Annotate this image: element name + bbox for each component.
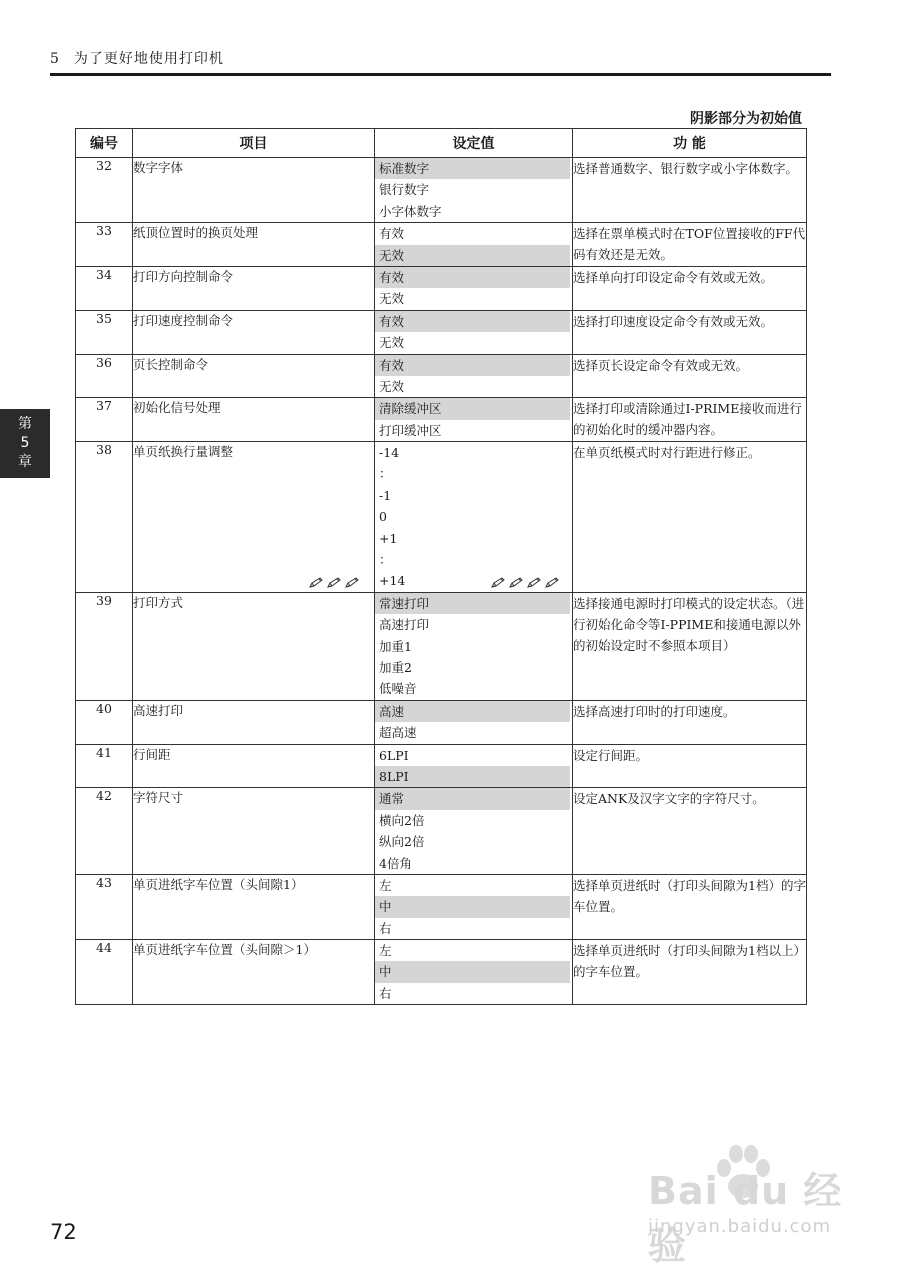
- setting-item-cell: [133, 744, 375, 788]
- setting-value: -14: [379, 445, 400, 461]
- default-value: 无效: [375, 245, 570, 266]
- setting-function: 选择普通数字、银行数字或小字体数字。: [573, 158, 807, 223]
- default-value: 标准数字: [375, 158, 570, 179]
- setting-function: 选择高速打印时的打印速度。: [573, 700, 807, 744]
- pencil-icon: [526, 577, 542, 589]
- setting-values-cell: [375, 310, 573, 354]
- setting-value: 0: [379, 509, 387, 525]
- setting-value: 横向2倍: [379, 812, 425, 828]
- setting-value: ：: [379, 552, 392, 568]
- setting-item: 打印方式: [133, 594, 184, 610]
- setting-values-cell: [375, 874, 573, 939]
- setting-item-cell: [133, 398, 375, 442]
- setting-number: 39: [76, 592, 133, 700]
- setting-value: 有效: [379, 226, 405, 242]
- setting-item-cell: [133, 592, 375, 700]
- setting-values-cell: [375, 592, 573, 700]
- pencil-icon: [344, 577, 360, 589]
- setting-item: 页长控制命令: [133, 356, 209, 372]
- table-row: [76, 310, 807, 354]
- setting-value: 无效: [379, 335, 405, 351]
- setting-item: 行间距: [133, 746, 171, 762]
- setting-function: 选择单页进纸时（打印头间隙为1档以上）的字车位置。: [573, 940, 807, 1005]
- page-number: 72: [50, 1220, 77, 1244]
- default-value: 中: [375, 961, 570, 982]
- watermark: [620, 1140, 880, 1268]
- setting-value: ：: [379, 466, 392, 482]
- setting-number: 36: [76, 354, 133, 398]
- setting-item: 字符尺寸: [133, 790, 184, 806]
- setting-value: 打印缓冲区: [379, 422, 442, 438]
- default-value: 高速: [375, 701, 570, 722]
- column-header-number: 编号: [76, 129, 133, 158]
- setting-number: 44: [76, 940, 133, 1005]
- setting-item: 数字字体: [133, 160, 184, 175]
- default-value: 有效: [375, 355, 570, 376]
- watermark-brand: Bai du 经验: [648, 1169, 843, 1268]
- setting-item: 打印速度控制命令: [133, 312, 234, 328]
- setting-values-cell: [375, 700, 573, 744]
- default-value: 8LPI: [375, 766, 570, 787]
- setting-values-cell: [375, 788, 573, 875]
- setting-value: 4倍角: [379, 855, 412, 871]
- setting-function: 设定行间距。: [573, 744, 807, 788]
- table-row: [76, 266, 807, 310]
- setting-values-cell: [375, 940, 573, 1005]
- table-row: [76, 592, 807, 700]
- setting-value: 无效: [379, 378, 405, 394]
- setting-item-cell: [133, 354, 375, 398]
- setting-function: 选择单向打印设定命令有效或无效。: [573, 266, 807, 310]
- pencil-icon: [326, 577, 342, 589]
- setting-values-cell: [375, 442, 573, 593]
- setting-item-cell: [133, 266, 375, 310]
- setting-function: 选择页长设定命令有效或无效。: [573, 354, 807, 398]
- setting-item-cell: [133, 874, 375, 939]
- side-tab-line: 第: [18, 416, 32, 432]
- setting-value: 右: [379, 920, 392, 936]
- header-rule: [50, 73, 831, 76]
- setting-value: 加重2: [379, 659, 412, 675]
- default-value: 有效: [375, 267, 570, 288]
- setting-values-cell: [375, 223, 573, 267]
- setting-item: 单页纸换行量调整: [133, 444, 234, 460]
- setting-value: 左: [379, 943, 392, 959]
- setting-value: 右: [379, 985, 392, 1001]
- setting-value: 高速打印: [379, 617, 430, 633]
- setting-function: 选择单页进纸时（打印头间隙为1档）的字车位置。: [573, 874, 807, 939]
- setting-value: 超高速: [379, 725, 417, 741]
- setting-function: 设定ANK及汉字文字的字符尺寸。: [573, 788, 807, 875]
- setting-item-cell: [133, 223, 375, 267]
- setting-value: 6LPI: [379, 747, 409, 763]
- shade-note: 阴影部分为初始值: [690, 111, 802, 127]
- setting-values-cell: [375, 398, 573, 442]
- side-tab-line: 5: [20, 435, 30, 451]
- chapter-title: 为了更好地使用打印机: [73, 51, 224, 67]
- setting-number: 40: [76, 700, 133, 744]
- setting-value: 纵向2倍: [379, 834, 425, 850]
- setting-item-cell: [133, 788, 375, 875]
- setting-value: 小字体数字: [379, 203, 442, 219]
- pencil-icon: [308, 577, 324, 589]
- setting-values-cell: [375, 744, 573, 788]
- default-value: 中: [375, 896, 570, 917]
- setting-function: 选择在票单模式时在TOF位置接收的FF代码有效还是无效。: [573, 223, 807, 267]
- column-header-function: 功 能: [573, 129, 807, 158]
- table-row: [76, 940, 807, 1005]
- setting-number: 42: [76, 788, 133, 875]
- pencil-icon: [508, 577, 524, 589]
- item-pencil-group: [308, 577, 360, 589]
- setting-item: 纸顶位置时的换页处理: [133, 225, 259, 241]
- column-header-item: 项目: [133, 129, 375, 158]
- default-value: 常速打印: [375, 593, 570, 614]
- setting-item-cell: [133, 940, 375, 1005]
- table-row: [76, 874, 807, 939]
- setting-item: 单页进纸字车位置（头间隙1）: [133, 876, 304, 892]
- table-row: [76, 398, 807, 442]
- setting-item: 单页进纸字车位置（头间隙＞1）: [133, 942, 316, 958]
- setting-values-cell: [375, 266, 573, 310]
- setting-value: -1: [379, 487, 392, 503]
- setting-number: 35: [76, 310, 133, 354]
- column-header-value: 设定值: [375, 129, 573, 158]
- setting-value: +1: [379, 530, 398, 546]
- setting-function: 选择接通电源时打印模式的设定状态。（进行初始化命令等I-PPIME和接通电源以外的初始设定时不参照本项目）: [573, 592, 807, 700]
- setting-values-cell: [375, 158, 573, 223]
- setting-number: 37: [76, 398, 133, 442]
- setting-item: 高速打印: [133, 702, 184, 718]
- table-row: [76, 354, 807, 398]
- setting-value: 左: [379, 877, 392, 893]
- watermark-url: jingyan.baidu.com: [648, 1216, 832, 1237]
- table-row: [76, 788, 807, 875]
- table-row: [76, 158, 807, 223]
- table-body: [76, 158, 807, 1005]
- chapter-number: 5: [50, 51, 60, 67]
- table-row: [76, 744, 807, 788]
- side-tab-line: 章: [18, 454, 32, 470]
- chapter-side-tab: [0, 409, 50, 478]
- table-row: [76, 700, 807, 744]
- setting-value: +14: [379, 573, 406, 589]
- setting-item: 初始化信号处理: [133, 400, 221, 416]
- pencil-icon: [490, 577, 506, 589]
- setting-value: 加重1: [379, 638, 412, 654]
- setting-item-cell: [133, 442, 375, 593]
- setting-value: 低噪音: [379, 681, 417, 697]
- default-value: 清除缓冲区: [375, 398, 570, 419]
- setting-item-cell: [133, 310, 375, 354]
- pencil-icon: [544, 577, 560, 589]
- table-row: [76, 442, 807, 593]
- table-header-row: [76, 129, 807, 158]
- setting-value: 无效: [379, 291, 405, 307]
- settings-table: [75, 128, 807, 1005]
- setting-number: 34: [76, 266, 133, 310]
- setting-number: 38: [76, 442, 133, 593]
- setting-number: 43: [76, 874, 133, 939]
- running-header: [50, 48, 830, 68]
- setting-item-cell: [133, 700, 375, 744]
- value-pencil-group: [490, 577, 560, 589]
- setting-number: 33: [76, 223, 133, 267]
- setting-values-cell: [375, 354, 573, 398]
- setting-item: 打印方向控制命令: [133, 268, 234, 284]
- setting-function: 选择打印或清除通过I-PRIME接收而进行的初始化时的缓冲器内容。: [573, 398, 807, 442]
- table-row: [76, 223, 807, 267]
- setting-item-cell: [133, 158, 375, 223]
- default-value: 通常: [375, 788, 570, 809]
- setting-function: 选择打印速度设定命令有效或无效。: [573, 310, 807, 354]
- setting-function: 在单页纸模式时对行距进行修正。: [573, 442, 807, 593]
- setting-value: 银行数字: [379, 182, 430, 198]
- setting-number: 32: [76, 158, 133, 223]
- setting-number: 41: [76, 744, 133, 788]
- default-value: 有效: [375, 311, 570, 332]
